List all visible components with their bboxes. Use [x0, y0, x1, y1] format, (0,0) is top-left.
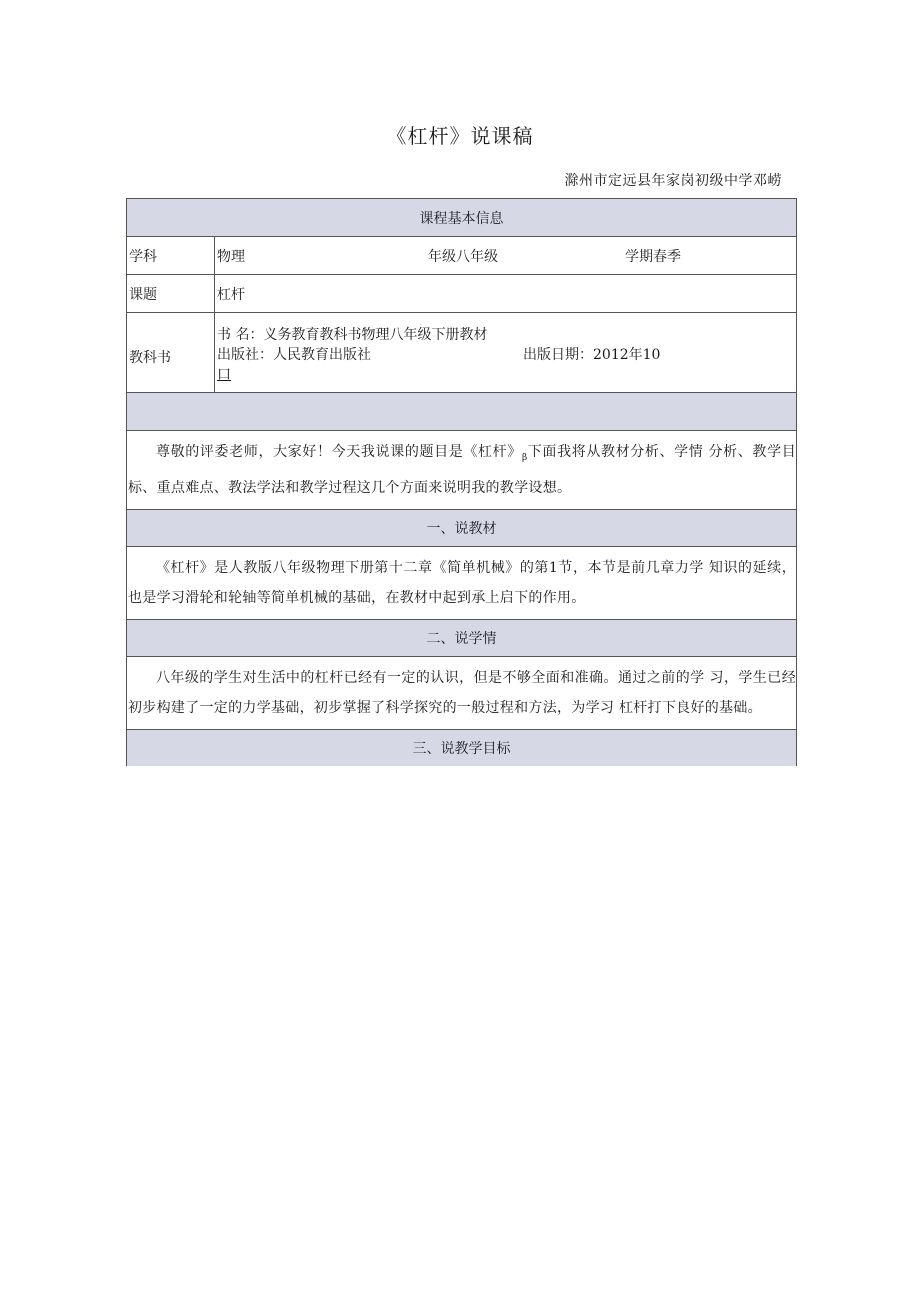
subject-row — [127, 237, 797, 275]
intro-paragraph — [127, 431, 797, 510]
empty-band-row — [127, 393, 797, 431]
course-info-header: 课程基本信息 — [127, 199, 797, 237]
section-3-header-row — [127, 729, 797, 766]
textbook-label: 教科书 — [127, 313, 215, 393]
publish-date-tail: 口 — [217, 366, 231, 383]
topic-value: 杠杆 — [215, 275, 797, 313]
textbook-cell — [215, 313, 797, 393]
book-name: 书 名：义务教育教科书物理八年级下册教材 — [217, 326, 488, 343]
grade-value: 年级八年级 — [428, 249, 498, 265]
term-value: 学期春季 — [625, 249, 681, 265]
section-1-body-row — [127, 546, 797, 619]
course-info-table — [126, 198, 797, 766]
section-2-body-row — [127, 656, 797, 729]
section-1-title: 一、说教材 — [127, 509, 797, 546]
topic-label: 课题 — [127, 275, 215, 313]
section-1-paragraph: 《杠杆》是人教版八年级物理下册第十二章《简单机械》的第1节，本节是前几章力学 知识的延续，也是学习滑轮和轮轴等简单机械的基础，在教材中起到承上启下的作用。 — [127, 546, 797, 619]
subject-value: 物理 — [217, 249, 245, 265]
intro-mark: β — [521, 452, 528, 463]
section-3-title: 三、说教学目标 — [127, 729, 797, 766]
section-1-header-row — [127, 509, 797, 546]
empty-band — [127, 393, 797, 431]
document-title: 《杠杆》说课稿 — [386, 124, 534, 148]
section-2-paragraph: 八年级的学生对生活中的杠杆已经有一定的认识，但是不够全面和准确。通过之前的学 习，学生已经初步构建了一定的力学基础，初步掌握了科学探究的一般过程和方法，为学习 杠杆打下良好的基础。 — [127, 656, 797, 729]
intro-text-2: 下面我将从教材分析、学情 分析、教学目标、重点难点、教法学法和教学过程这几个方面来说明我的教学设想。 — [128, 444, 797, 496]
intro-text-1: 尊敬的评委老师，大家好！今天我说课的题目是《杠杆》 — [156, 444, 522, 460]
subject-cell — [215, 237, 797, 275]
section-2-title: 二、说学情 — [127, 619, 797, 656]
table-header-row — [127, 199, 797, 237]
section-2-header-row — [127, 619, 797, 656]
publisher: 出版社：人民教育出版社 — [217, 346, 371, 363]
author-line: 滁州市定远县年家岗初级中学邓崂 — [564, 173, 782, 189]
publish-date: 出版日期：2012年10 — [523, 346, 661, 363]
intro-row — [127, 431, 797, 510]
subject-label: 学科 — [127, 237, 215, 275]
topic-row — [127, 275, 797, 313]
publisher-line — [217, 345, 794, 365]
textbook-row — [127, 313, 797, 393]
